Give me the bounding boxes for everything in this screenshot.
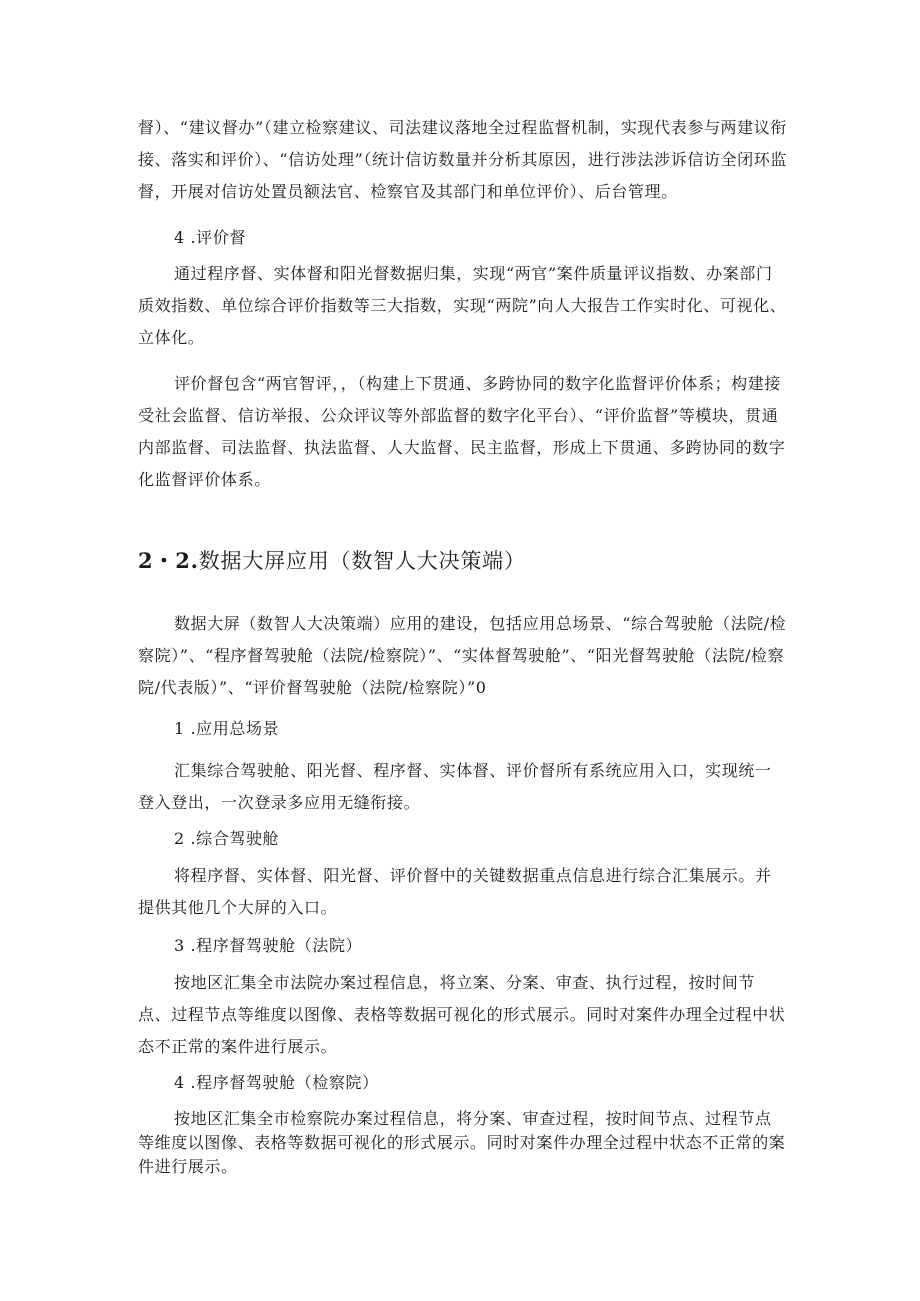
subsection-2-title: 2 .综合驾驶舱 — [174, 829, 280, 848]
subsection-4-paragraph: 按地区汇集全市检察院办案过程信息，将分案、审查过程，按时间节点、过程节点等维度以图像、表格等数据可视化的形式展示。同时对案件办理全过程中状态不正常的案件进行展示。 — [138, 1109, 786, 1176]
section-title: 数据大屏应用（数智人大决策端） — [198, 549, 526, 573]
subsection-2-paragraph: 将程序督、实体督、阳光督、评价督中的关键数据重点信息进行综合汇集展示。并提供其他几个大屏的入口。 — [138, 866, 772, 917]
item-4-title: 4 .评价督 — [174, 228, 246, 247]
item-4-paragraph-1: 通过程序督、实体督和阳光督数据归集，实现“两官”案件质量评议指数、办案部门质效指数、单位综合评价指数等三大指数，实现“两院”向人大报告工作实时化、可视化、立体化。 — [138, 264, 787, 347]
subsection-1-paragraph: 汇集综合驾驶舱、阳光督、程序督、实体督、评价督所有系统应用入口，实现统一登入登出，一次登录多应用无缝衔接。 — [138, 761, 772, 812]
section-heading — [138, 546, 526, 576]
subsection-3-paragraph: 按地区汇集全市法院办案过程信息，将立案、分案、审查、执行过程，按时间节点、过程节点等维度以图像、表格等数据可视化的形式展示。同时对案件办理全过程中状态不正常的案件进行展示。 — [138, 973, 786, 1056]
subsection-4-title: 4 .程序督驾驶舱（检察院） — [174, 1073, 379, 1092]
item-4-paragraph-2: 评价督包含“两官智评，，（构建上下贯通、多跨协同的数字化监督评价体系；构建接受社会监督、信访举报、公众评议等外部监督的数字化平台）、“评价监督”等模块，贯通内部监督、司法监督、执法监督、人大监督、民主监督，形成上下贯通、多跨协同的数字化监督评价体系。 — [138, 374, 786, 489]
section-number: 2・2. — [138, 548, 199, 573]
subsection-1-title: 1 .应用总场景 — [174, 719, 280, 738]
section-intro: 数据大屏（数智人大决策端）应用的建设，包括应用总场景、“综合驾驶舱（法院/检察院）”、“程序督驾驶舱（法院/检察院）”、“实体督驾驶舱”、“阳光督驾驶舱（法院/检察院/代表版）”、“评价督驾驶舱（法院/检察院）”0 — [138, 614, 787, 697]
paragraph-continued: 督）、“建议督办”（建立检察建议、司法建议落地全过程监督机制，实现代表参与两建议衔接、落实和评价）、“信访处理”（统计信访数量并分析其原因，进行涉法涉诉信访全闭环监督，开展对信访处置员额法官、检察官及其部门和单位评价）、后台管理。 — [138, 118, 787, 201]
subsection-3-title: 3 .程序督驾驶舱（法院） — [174, 936, 363, 955]
